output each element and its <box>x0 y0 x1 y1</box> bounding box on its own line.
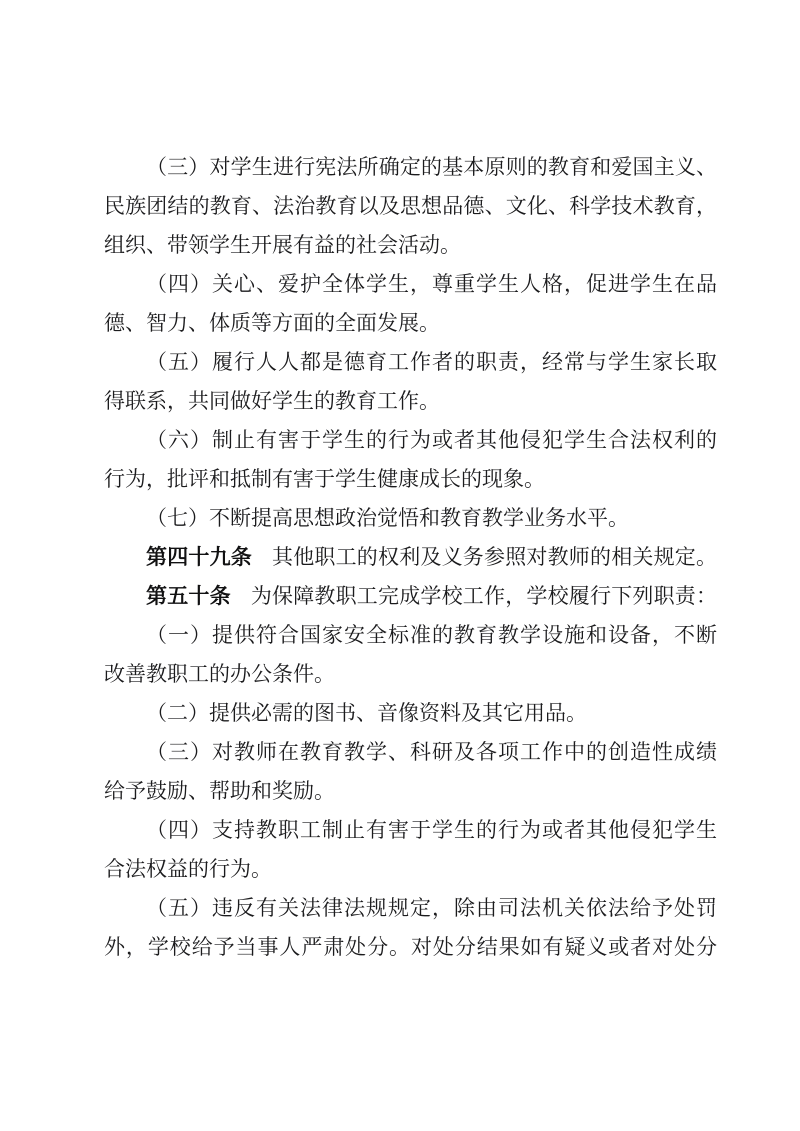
text-line: 给予鼓励、帮助和奖励。 <box>104 779 335 803</box>
paragraph-school-duty-1 <box>104 616 717 694</box>
text-line: （五）履行人人都是德育工作者的职责，经常与学生家长取 <box>146 350 717 374</box>
text-line: （七）不断提高思想政治觉悟和教育教学业务水平。 <box>146 506 629 530</box>
paragraph-teacher-duty-7 <box>104 499 717 538</box>
text-line: 行为，批评和抵制有害于学生健康成长的现象。 <box>104 467 545 491</box>
text-line: 合法权益的行为。 <box>104 857 272 881</box>
paragraph-teacher-duty-3 <box>104 148 717 265</box>
paragraph-school-duty-3 <box>104 733 717 811</box>
text-line: 得联系，共同做好学生的教育工作。 <box>104 389 440 413</box>
text-line <box>104 577 717 616</box>
text-line: （四）关心、爱护全体学生，尊重学生人格，促进学生在品 <box>146 272 717 296</box>
text-line: 改善教职工的办公条件。 <box>104 662 335 686</box>
article-text: 其他职工的权利及义务参照对教师的相关规定。 <box>272 545 717 569</box>
text-line: 组织、带领学生开展有益的社会活动。 <box>104 233 461 257</box>
paragraph-teacher-duty-6 <box>104 421 717 499</box>
text-line: （六）制止有害于学生的行为或者其他侵犯学生合法权利的 <box>146 428 717 452</box>
text-line <box>104 538 717 577</box>
text-line: 德、智力、体质等方面的全面发展。 <box>104 311 440 335</box>
paragraph-school-duty-5 <box>104 889 717 967</box>
paragraph-school-duty-2 <box>104 694 717 733</box>
article-number: 第五十条 <box>146 584 231 608</box>
text-line: （二）提供必需的图书、音像资料及其它用品。 <box>146 701 587 725</box>
text-line: 民族团结的教育、法治教育以及思想品德、文化、科学技术教育， <box>104 194 717 218</box>
text-line: 外，学校给予当事人严肃处分。对处分结果如有疑义或者对处分 <box>104 935 717 959</box>
text-column <box>104 148 717 967</box>
text-line: （五）违反有关法律法规规定，除由司法机关依法给予处罚 <box>146 896 717 920</box>
text-line: （三）对教师在教育教学、科研及各项工作中的创造性成绩 <box>146 740 717 764</box>
paragraph-teacher-duty-5 <box>104 343 717 421</box>
paragraph-teacher-duty-4 <box>104 265 717 343</box>
paragraph-article-49 <box>104 538 717 577</box>
article-number: 第四十九条 <box>146 545 252 569</box>
article-text: 为保障教职工完成学校工作，学校履行下列职责： <box>250 584 717 608</box>
text-line: （四）支持教职工制止有害于学生的行为或者其他侵犯学生 <box>146 818 717 842</box>
text-line: （三）对学生进行宪法所确定的基本原则的教育和爱国主义、 <box>146 155 717 179</box>
paragraph-article-50 <box>104 577 717 616</box>
text-line: （一）提供符合国家安全标准的教育教学设施和设备，不断 <box>146 623 717 647</box>
paragraph-school-duty-4 <box>104 811 717 889</box>
